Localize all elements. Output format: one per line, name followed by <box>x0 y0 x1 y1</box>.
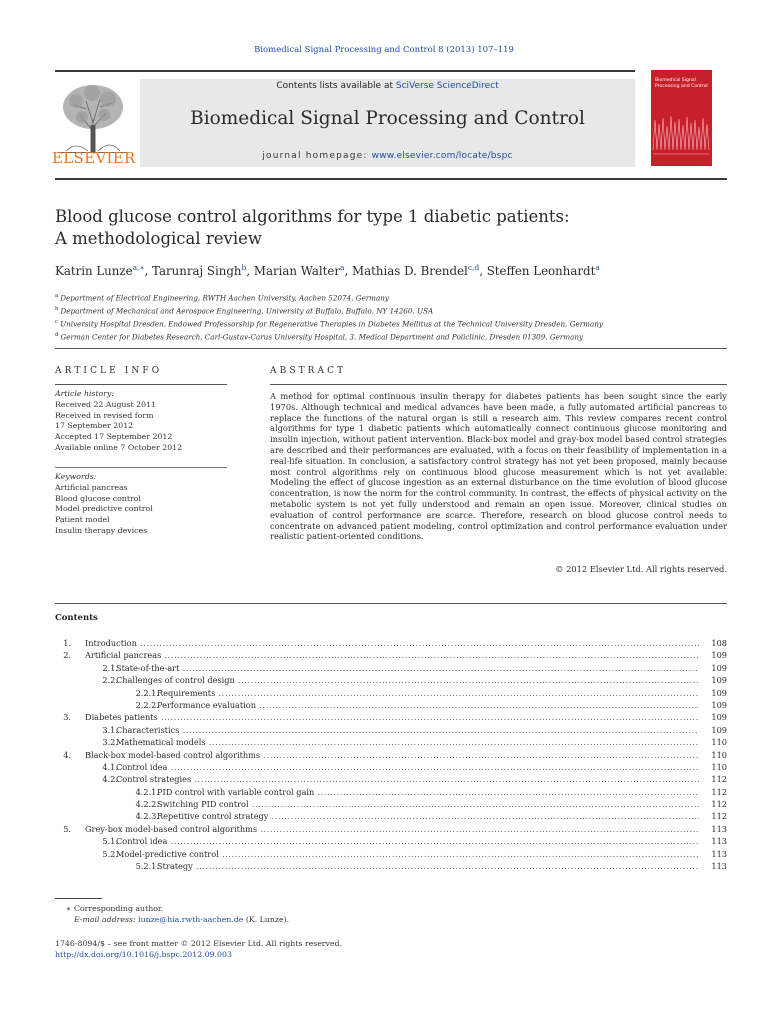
affiliation-text: Department of Electrical Engineering, RWTH Aachen University, Aachen 52074, Germany <box>60 293 389 303</box>
contents-availability <box>140 81 635 91</box>
toc-page: 108 <box>711 638 727 648</box>
corresponding-mark: ∗ <box>65 904 71 913</box>
corresponding-author-note <box>55 904 289 915</box>
keyword: Model predictive control <box>55 504 153 514</box>
paper-title-line-1: Blood glucose control algorithms for type 1 diabetic patients: <box>55 207 570 226</box>
toc-page: 109 <box>711 699 727 710</box>
front-matter-text: 1746-8094/$ – see front matter © 2012 Elsevier Ltd. All rights reserved. <box>55 939 343 948</box>
toc-number: 3.2. <box>102 737 118 748</box>
section-divider <box>55 348 727 349</box>
keyword: Blood glucose control <box>55 493 141 503</box>
toc-number: 5.2. <box>102 848 118 859</box>
toc-title: State-of-the-art ..... <box>116 662 699 674</box>
toc-number: 2. <box>63 650 71 661</box>
history-entry: Available online 7 October 2012 <box>55 442 183 452</box>
affiliation-key: c <box>55 318 59 325</box>
contents-rule <box>55 603 727 604</box>
toc-number: 4.2.1. <box>135 786 159 797</box>
journal-title: Biomedical Signal Processing and Control <box>190 108 585 129</box>
toc-title: Grey-box model-based control algorithms ..... <box>85 823 699 835</box>
author-affiliation-mark[interactable]: a,∗ <box>132 263 145 272</box>
toc-title: Diabetes patients ..... <box>85 711 699 723</box>
toc-number: 2.2.1. <box>135 687 159 698</box>
abstract-copyright: © 2012 Elsevier Ltd. All rights reserved. <box>555 564 727 574</box>
doi-link[interactable]: http://dx.doi.org/10.1016/j.bspc.2012.09.003 <box>55 950 232 960</box>
toc-title: Switching PID control ..... <box>157 798 699 810</box>
author-name: Tarunraj Singh <box>152 263 242 278</box>
toc-page: 110 <box>711 749 727 760</box>
affiliation-text: Department of Mechanical and Aerospace Engineering, University at Buffalo, Buffalo, NY 14260, USA <box>60 306 434 316</box>
journal-reference[interactable]: Biomedical Signal Processing and Control 8 (2013) 107–119 <box>254 45 514 55</box>
article-info-heading: ARTICLE INFO <box>55 366 163 376</box>
toc-entry[interactable] <box>55 649 727 661</box>
keywords-label: Keywords: <box>55 472 97 481</box>
toc-number: 2.2.2. <box>135 699 159 710</box>
toc-page: 109 <box>711 687 727 698</box>
toc-page: 112 <box>711 786 727 797</box>
abstract-text: A method for optimal continuous insulin therapy for diabetes patients has been sought since the early 1970s. Although technical and medical advances have been made, a fully automated artificial pancreas to replace the functions of the natural organ is still a research aim. This review compares recent control algorithms for type 1 diabetic patients which automatically connect continuous glucose monitoring and insulin injection, without patient intervention. Black-box model and gray-box model based control strategies are described and their performances are evaluated, with a focus on their feasibility of implementation in a real-life situation. In conclusion, a satisfactory control strategy has not yet been proposed, mainly because most control algorithms rely on continuous blood glucose measurement which is not yet available. Modeling the effect of glucose ingestion as an external disturbance on the time evolution of blood glucose concentration, is now the norm for the control community. In contrast, the effects of physical activity on the metabolic system is not yet fully understood and remain an open issue. Moreover, clinical studies on evaluation of control performance are scarce. Therefore, research on blood glucose control needs to concentrate on advanced patient modeling, control optimization and control performance evaluation under realistic patient-oriented conditions. <box>270 391 727 542</box>
author-affiliation-mark[interactable]: c,d <box>467 263 480 272</box>
toc-number: 5. <box>63 823 71 834</box>
history-entry: Accepted 17 September 2012 <box>55 432 173 442</box>
sciencedirect-link[interactable]: SciVerse ScienceDirect <box>395 81 499 91</box>
front-matter <box>55 938 342 961</box>
affiliation <box>55 291 735 304</box>
toc-number: 2.1. <box>102 662 118 673</box>
header-top-rule <box>55 70 635 72</box>
toc-title: Challenges of control design ..... <box>116 674 699 686</box>
toc-entry[interactable] <box>55 736 727 748</box>
history-entry: Received in revised form <box>55 410 154 420</box>
affiliation-text: University Hospital Dresden, Endowed Professorship for Regenerative Therapies in Diabetes Mellitus at the Technical University Dresden, Germany <box>60 319 603 329</box>
cover-title: Biomedical Signal Processing and Control <box>655 78 708 89</box>
toc-page: 109 <box>711 650 727 661</box>
toc-page: 109 <box>711 662 727 673</box>
author-separator: , <box>479 263 487 278</box>
toc-number: 3. <box>63 712 71 723</box>
toc-entry[interactable] <box>55 724 727 736</box>
toc-title: Artificial pancreas ..... <box>85 649 699 661</box>
author-email-link[interactable]: lunze@hia.rwth-aachen.de <box>138 914 244 924</box>
toc-entry[interactable] <box>55 662 727 674</box>
history-label: Article history: <box>55 389 115 398</box>
author-list <box>55 263 735 278</box>
toc-page: 109 <box>711 675 727 686</box>
affiliation-key: b <box>55 305 59 312</box>
paper-title-line-2: A methodological review <box>55 229 263 248</box>
contents-heading: Contents <box>55 613 98 623</box>
author-separator: , <box>246 263 254 278</box>
affiliation-text: German Center for Diabetes Research, Carl-Gustav-Carus University Hospital, 3. Medical Department and Policlinic, Dresden 01309, Germany <box>60 332 584 342</box>
abstract-heading: ABSTRACT <box>270 366 347 376</box>
toc-title: Mathematical models ..... <box>116 736 699 748</box>
toc-number: 1. <box>63 638 71 648</box>
homepage-link[interactable]: www.elsevier.com/locate/bspc <box>371 151 513 161</box>
header-bottom-rule <box>55 178 727 180</box>
email-line <box>55 915 289 926</box>
affiliation <box>55 317 735 330</box>
toc-number: 4.2. <box>102 774 118 785</box>
toc-entry[interactable] <box>55 637 727 649</box>
toc-entry[interactable] <box>55 749 727 761</box>
toc-entry[interactable] <box>55 699 727 711</box>
toc-number: 2.2. <box>102 675 118 686</box>
toc-page: 113 <box>711 861 727 872</box>
toc-title: Repetitive control strategy ..... <box>157 810 699 822</box>
affiliation-list <box>55 291 735 343</box>
toc-title: Model-predictive control ..... <box>116 848 699 860</box>
email-suffix: (K. Lunze). <box>245 914 290 924</box>
author-name: Katrin Lunze <box>55 263 133 278</box>
toc-page: 113 <box>711 836 727 847</box>
author-separator: , <box>144 263 153 278</box>
toc-entry[interactable] <box>55 761 727 773</box>
author-affiliation-mark[interactable]: a <box>595 263 600 272</box>
toc-title: Requirements ..... <box>157 687 699 699</box>
toc-page: 109 <box>711 712 727 723</box>
contents-prefix: Contents lists available at <box>276 81 396 91</box>
author-affiliation-mark[interactable]: a <box>340 263 345 272</box>
toc-page: 112 <box>711 774 727 785</box>
toc-page: 112 <box>711 799 727 810</box>
toc-title: Control idea ..... <box>116 761 699 773</box>
toc-title: Performance evaluation ..... <box>157 699 699 711</box>
toc-entry[interactable] <box>55 810 727 822</box>
toc-title: Strategy ..... <box>157 860 699 872</box>
author-separator: , <box>344 263 353 278</box>
toc-number: 4.1. <box>102 761 118 772</box>
elsevier-wordmark: ELSEVIER <box>52 149 136 167</box>
toc-number: 4.2.3. <box>135 811 159 822</box>
journal-cover-image[interactable] <box>651 70 712 166</box>
toc-entry[interactable] <box>55 711 727 723</box>
toc-entry[interactable] <box>55 687 727 699</box>
affiliation-key: d <box>55 331 59 338</box>
keyword: Insulin therapy devices <box>55 525 148 535</box>
toc-title: Characteristics ..... <box>116 724 699 736</box>
toc-title: Control strategies ..... <box>116 773 699 785</box>
toc-title: Black-box model-based control algorithms ..... <box>85 749 699 761</box>
toc-entry[interactable] <box>55 860 727 872</box>
toc-number: 3.1. <box>102 724 118 735</box>
toc-title: Introduction ..... <box>85 637 699 649</box>
homepage-prefix: journal homepage: <box>262 151 372 161</box>
journal-homepage <box>140 151 635 161</box>
footnote-rule <box>55 898 102 899</box>
affiliation <box>55 330 735 343</box>
toc-entry[interactable] <box>55 773 727 785</box>
article-history <box>55 389 227 454</box>
keyword: Artificial pancreas <box>55 482 128 492</box>
author-name: Mathias D. Brendel <box>352 263 468 278</box>
toc-entry[interactable] <box>55 798 727 810</box>
history-entry: Received 22 August 2011 <box>55 399 156 409</box>
history-entry: 17 September 2012 <box>55 421 134 431</box>
keywords-block <box>55 472 227 537</box>
toc-entry[interactable] <box>55 674 727 686</box>
toc-entry[interactable] <box>55 835 727 847</box>
toc-entry[interactable] <box>55 823 727 835</box>
toc-title: Control idea ..... <box>116 835 699 847</box>
abstract-rule <box>270 384 727 385</box>
keyword: Patient model <box>55 515 110 525</box>
footnote <box>55 904 289 926</box>
keywords-rule <box>55 467 227 468</box>
cover-signal-icon <box>651 110 712 160</box>
author-name: Steffen Leonhardt <box>486 263 596 278</box>
corresponding-text: Corresponding author. <box>74 904 164 913</box>
elsevier-logo[interactable] <box>52 79 134 167</box>
toc-page: 110 <box>711 737 727 748</box>
toc-title: PID control with variable control gain ..... <box>157 786 699 798</box>
toc-entry[interactable] <box>55 848 727 860</box>
toc-page: 110 <box>711 761 727 772</box>
table-of-contents <box>55 637 727 872</box>
toc-page: 112 <box>711 811 727 822</box>
author-name: Marian Walter <box>253 263 341 278</box>
article-info-rule <box>55 384 227 385</box>
paper-title <box>55 206 735 250</box>
toc-entry[interactable] <box>55 786 727 798</box>
toc-page: 109 <box>711 724 727 735</box>
toc-page: 113 <box>711 848 727 859</box>
toc-number: 4. <box>63 749 71 760</box>
affiliation <box>55 304 735 317</box>
email-label: E-mail address: <box>74 914 136 924</box>
toc-number: 5.1. <box>102 836 118 847</box>
affiliation-key: a <box>55 293 59 299</box>
toc-number: 5.2.1. <box>135 861 159 872</box>
toc-page: 113 <box>711 823 727 834</box>
author-affiliation-mark[interactable]: b <box>241 263 247 272</box>
toc-number: 4.2.2. <box>135 799 159 810</box>
